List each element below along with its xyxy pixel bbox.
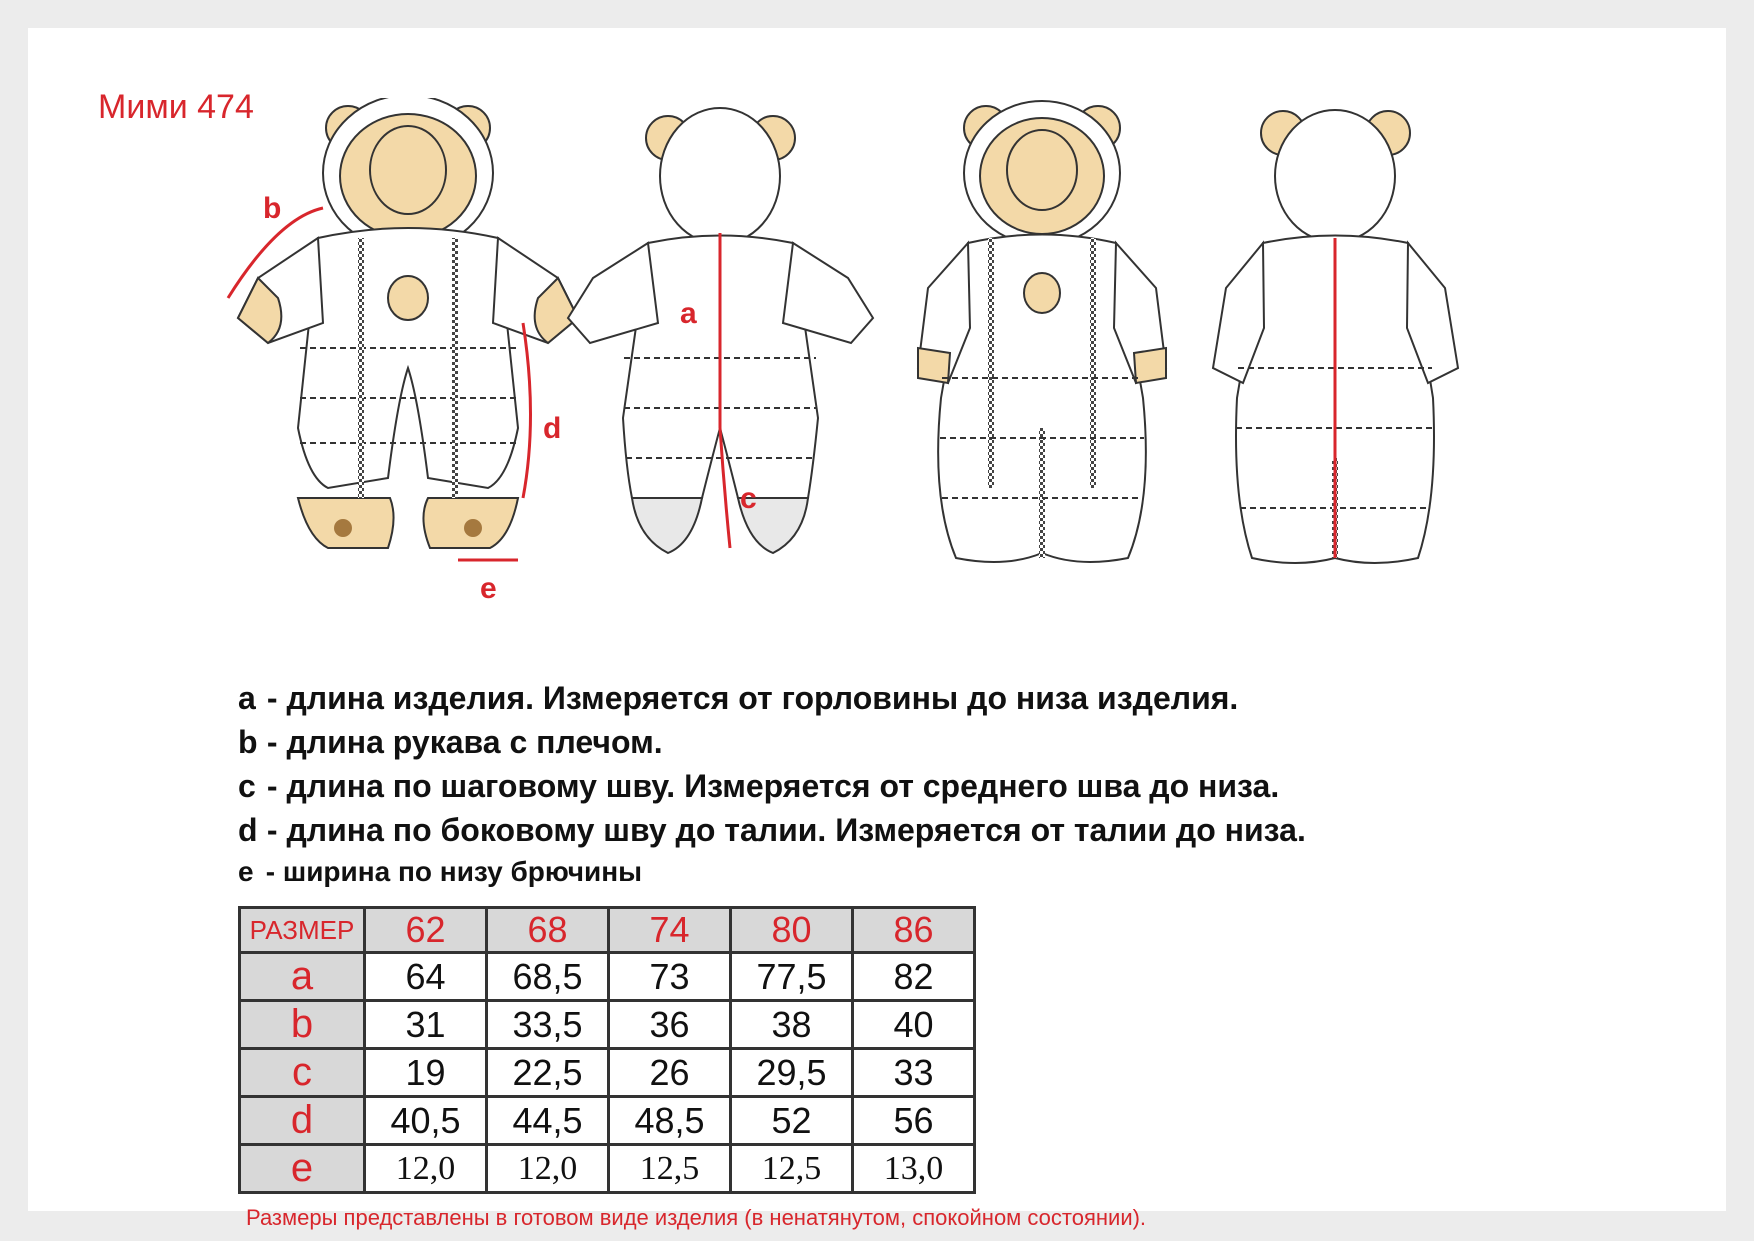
size-header: 68	[487, 908, 609, 953]
size-chart-sheet	[28, 28, 1726, 1230]
header-label: РАЗМЕР	[240, 908, 365, 953]
legend-item-e	[238, 852, 1538, 892]
table-cell: 52	[731, 1097, 853, 1145]
legend-key: b	[238, 724, 258, 760]
legend-item-d	[238, 808, 1538, 852]
table-cell: 22,5	[487, 1049, 609, 1097]
table-cell: 82	[853, 953, 975, 1001]
table-cell: 68,5	[487, 953, 609, 1001]
table-row	[240, 953, 975, 1001]
label-b: b	[263, 192, 282, 225]
size-header: 74	[609, 908, 731, 953]
row-key: a	[240, 953, 365, 1001]
footnote: Размеры представлены в готовом виде изделия (в ненатянутом, спокойном состоянии).	[246, 1205, 1147, 1230]
label-e: e	[480, 572, 497, 605]
table-cell: 40,5	[365, 1097, 487, 1145]
table-cell: 12,0	[365, 1145, 487, 1193]
label-c: c	[740, 482, 757, 515]
table-cell: 44,5	[487, 1097, 609, 1145]
legend-item-a	[238, 676, 1538, 720]
figure-front-bag	[918, 101, 1166, 562]
legend-text: - длина изделия. Измеряется от горловины до низа изделия.	[258, 680, 1239, 716]
size-header: 86	[853, 908, 975, 953]
row-key: b	[240, 1001, 365, 1049]
measurement-legend	[238, 676, 1538, 892]
legend-item-b	[238, 720, 1538, 764]
table-row	[240, 1097, 975, 1145]
row-key: e	[240, 1145, 365, 1193]
row-key: c	[240, 1049, 365, 1097]
table-row	[240, 1049, 975, 1097]
table-header-row	[240, 908, 975, 953]
table-cell: 73	[609, 953, 731, 1001]
table-cell: 26	[609, 1049, 731, 1097]
legend-key: d	[238, 812, 258, 848]
legend-text: - ширина по низу брючины	[258, 856, 643, 887]
product-title: Мими 474	[98, 88, 254, 126]
legend-text: - длина по боковому шву до талии. Измеряется от талии до низа.	[258, 812, 1306, 848]
table-cell: 40	[853, 1001, 975, 1049]
label-d: d	[543, 412, 562, 445]
row-key: d	[240, 1097, 365, 1145]
table-cell: 29,5	[731, 1049, 853, 1097]
table-cell: 31	[365, 1001, 487, 1049]
table-cell: 56	[853, 1097, 975, 1145]
table-cell: 64	[365, 953, 487, 1001]
table-cell: 12,0	[487, 1145, 609, 1193]
size-header: 80	[731, 908, 853, 953]
table-cell: 33,5	[487, 1001, 609, 1049]
table-row	[240, 1001, 975, 1049]
table-cell: 13,0	[853, 1145, 975, 1193]
legend-key: a	[238, 680, 256, 716]
table-cell: 12,5	[731, 1145, 853, 1193]
garment-drawings	[218, 98, 1558, 638]
table-cell: 77,5	[731, 953, 853, 1001]
legend-key: c	[238, 768, 256, 804]
table-row	[240, 1145, 975, 1193]
label-a: a	[680, 297, 697, 330]
legend-text: - длина рукава с плечом.	[258, 724, 663, 760]
legend-key: e	[238, 856, 254, 887]
table-cell: 12,5	[609, 1145, 731, 1193]
legend-item-c	[238, 764, 1538, 808]
table-cell: 36	[609, 1001, 731, 1049]
table-cell: 19	[365, 1049, 487, 1097]
table-cell: 38	[731, 1001, 853, 1049]
legend-text: - длина по шаговому шву. Измеряется от среднего шва до низа.	[258, 768, 1280, 804]
table-cell: 33	[853, 1049, 975, 1097]
size-table	[238, 906, 976, 1194]
size-header: 62	[365, 908, 487, 953]
table-cell: 48,5	[609, 1097, 731, 1145]
